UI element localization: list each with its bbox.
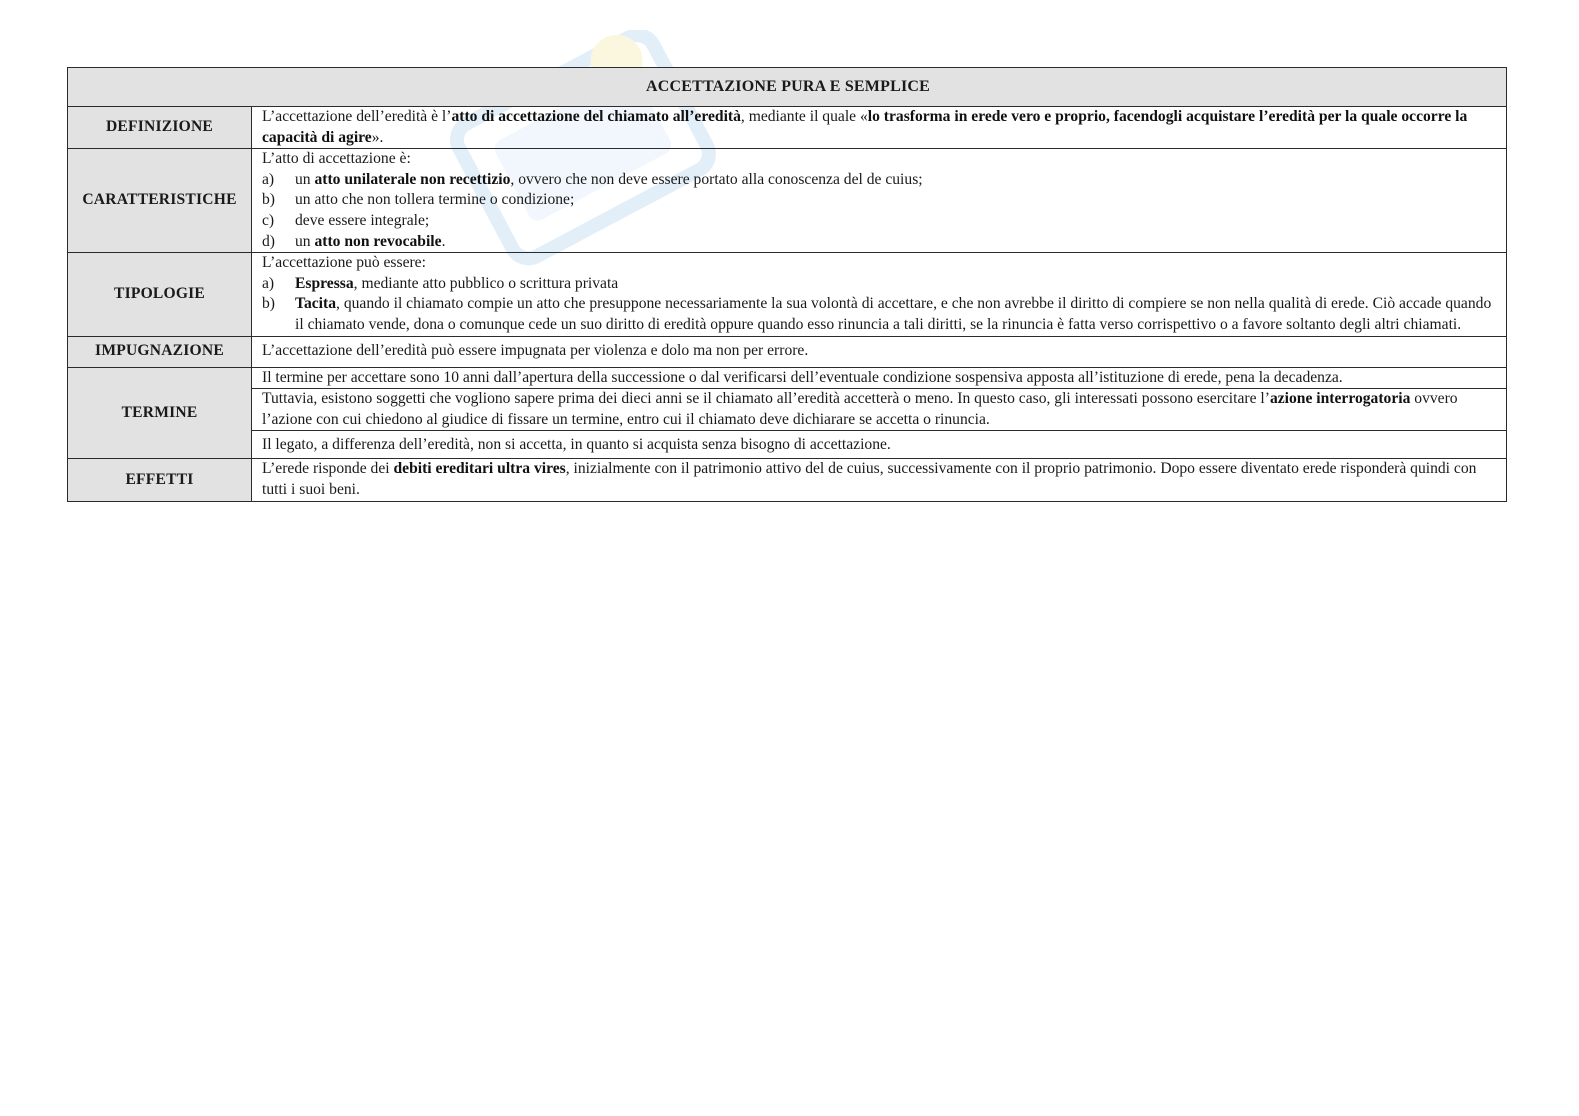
row-label-impugnazione: IMPUGNAZIONE	[68, 336, 252, 367]
intro-text: L’atto di accettazione è:	[262, 150, 411, 168]
row-label-caratteristiche: CARATTERISTICHE	[68, 149, 252, 253]
bold-run: lo trasforma in erede vero e proprio, facendogli acquistare l’eredità per la quale occorre la capacità di agire	[262, 108, 1468, 146]
row-termine-3	[68, 431, 1507, 459]
list-item	[262, 211, 1498, 232]
title-row	[68, 68, 1507, 107]
cell-caratteristiche	[252, 149, 1507, 253]
list-item	[262, 232, 1498, 253]
text-run: , mediante il quale «	[740, 108, 868, 125]
bold-run: Tacita	[295, 295, 337, 313]
list-marker: b)	[262, 191, 275, 209]
cell-termine-1: Il termine per accettare sono 10 anni dall’apertura della successione o dal verificarsi dell’eventuale condizione sospensiva apposta all’istituzione di erede, pena la decadenza.	[252, 367, 1507, 389]
list-marker: a)	[262, 274, 275, 292]
text-run: , mediante atto pubblico o scrittura privata	[353, 274, 619, 292]
row-label-definizione: DEFINIZIONE	[68, 107, 252, 149]
row-definizione	[68, 107, 1507, 149]
text-run: , inizialmente con il patrimonio attivo del de cuius, successivamente con il proprio patrimonio. Dopo essere diventato erede risponderà quindi con tutti i suoi beni.	[262, 460, 1477, 498]
row-label-tipologie: TIPOLOGIE	[68, 253, 252, 336]
cell-definizione	[252, 107, 1507, 149]
bold-run: Espressa	[295, 274, 354, 292]
intro-text: L’accettazione può essere:	[262, 254, 426, 272]
list-marker: b)	[262, 295, 275, 313]
summary-table	[67, 67, 1507, 502]
table-title: ACCETTAZIONE PURA E SEMPLICE	[68, 68, 1507, 107]
row-termine-2	[68, 389, 1507, 431]
list-marker: a)	[262, 170, 275, 188]
text-run: un	[295, 170, 315, 188]
list-marker: c)	[262, 211, 275, 229]
list-item	[262, 170, 1498, 191]
text-run: , quando il chiamato compie un atto che presuppone necessariamente la sua volontà di accettare, e che non avrebbe il diritto di compiere se non nella qualità di erede. Ciò accade quando il chiamato vende, dona o comunque cede un suo diritto di eredità oppure quando esso rinuncia a tali diritti, se la rinuncia è fatta verso corrispettivo o a favore soltanto degli altri chiamati.	[295, 295, 1492, 333]
row-effetti	[68, 459, 1507, 501]
text-run: deve essere integrale;	[295, 211, 430, 229]
text-run: un atto che non tollera termine o condizione;	[295, 191, 575, 209]
bold-run: azione interrogatoria	[1269, 390, 1411, 408]
text-run: , ovvero che non deve essere portato alla conoscenza del de cuius;	[510, 170, 923, 188]
document-sheet	[67, 67, 1507, 502]
list-marker: d)	[262, 232, 275, 250]
row-tipologie	[68, 253, 1507, 336]
text-run: ovvero l’azione con cui chiedono al giudice di fissare un termine, entro cui il chiamato deve dichiarare se accetta o rinuncia.	[262, 390, 1458, 428]
text-run: L’accettazione dell’eredità è l’	[262, 108, 452, 125]
list-tipologie	[262, 274, 1498, 336]
row-label-effetti: EFFETTI	[68, 459, 252, 501]
list-item	[262, 274, 1498, 295]
text-run: ».	[371, 128, 384, 146]
list-caratteristiche	[262, 170, 1498, 252]
cell-termine-2	[252, 389, 1507, 431]
cell-impugnazione: L’accettazione dell’eredità può essere impugnata per violenza e dolo ma non per errore.	[252, 336, 1507, 367]
text-run: L’erede risponde dei	[262, 460, 394, 478]
row-caratteristiche	[68, 149, 1507, 253]
bold-run: atto unilaterale non recettizio	[314, 170, 511, 188]
bold-run: atto non revocabile	[314, 232, 442, 250]
cell-effetti	[252, 459, 1507, 501]
row-impugnazione	[68, 336, 1507, 367]
cell-termine-3: Il legato, a differenza dell’eredità, non si accetta, in quanto si acquista senza bisogno di accettazione.	[252, 431, 1507, 459]
text-run: Tuttavia, esistono soggetti che vogliono sapere prima dei dieci anni se il chiamato all’eredità accetterà o meno. In questo caso, gli interessati possono esercitare l’	[262, 390, 1270, 408]
bold-run: debiti ereditari ultra vires	[393, 460, 566, 478]
bold-run: atto di accettazione del chiamato all’eredità	[451, 108, 741, 125]
row-label-termine: TERMINE	[68, 367, 252, 459]
cell-tipologie	[252, 253, 1507, 336]
list-item	[262, 294, 1498, 335]
text-run: un	[295, 232, 315, 250]
text-run: .	[441, 232, 446, 250]
row-termine-1	[68, 367, 1507, 389]
list-item	[262, 190, 1498, 211]
